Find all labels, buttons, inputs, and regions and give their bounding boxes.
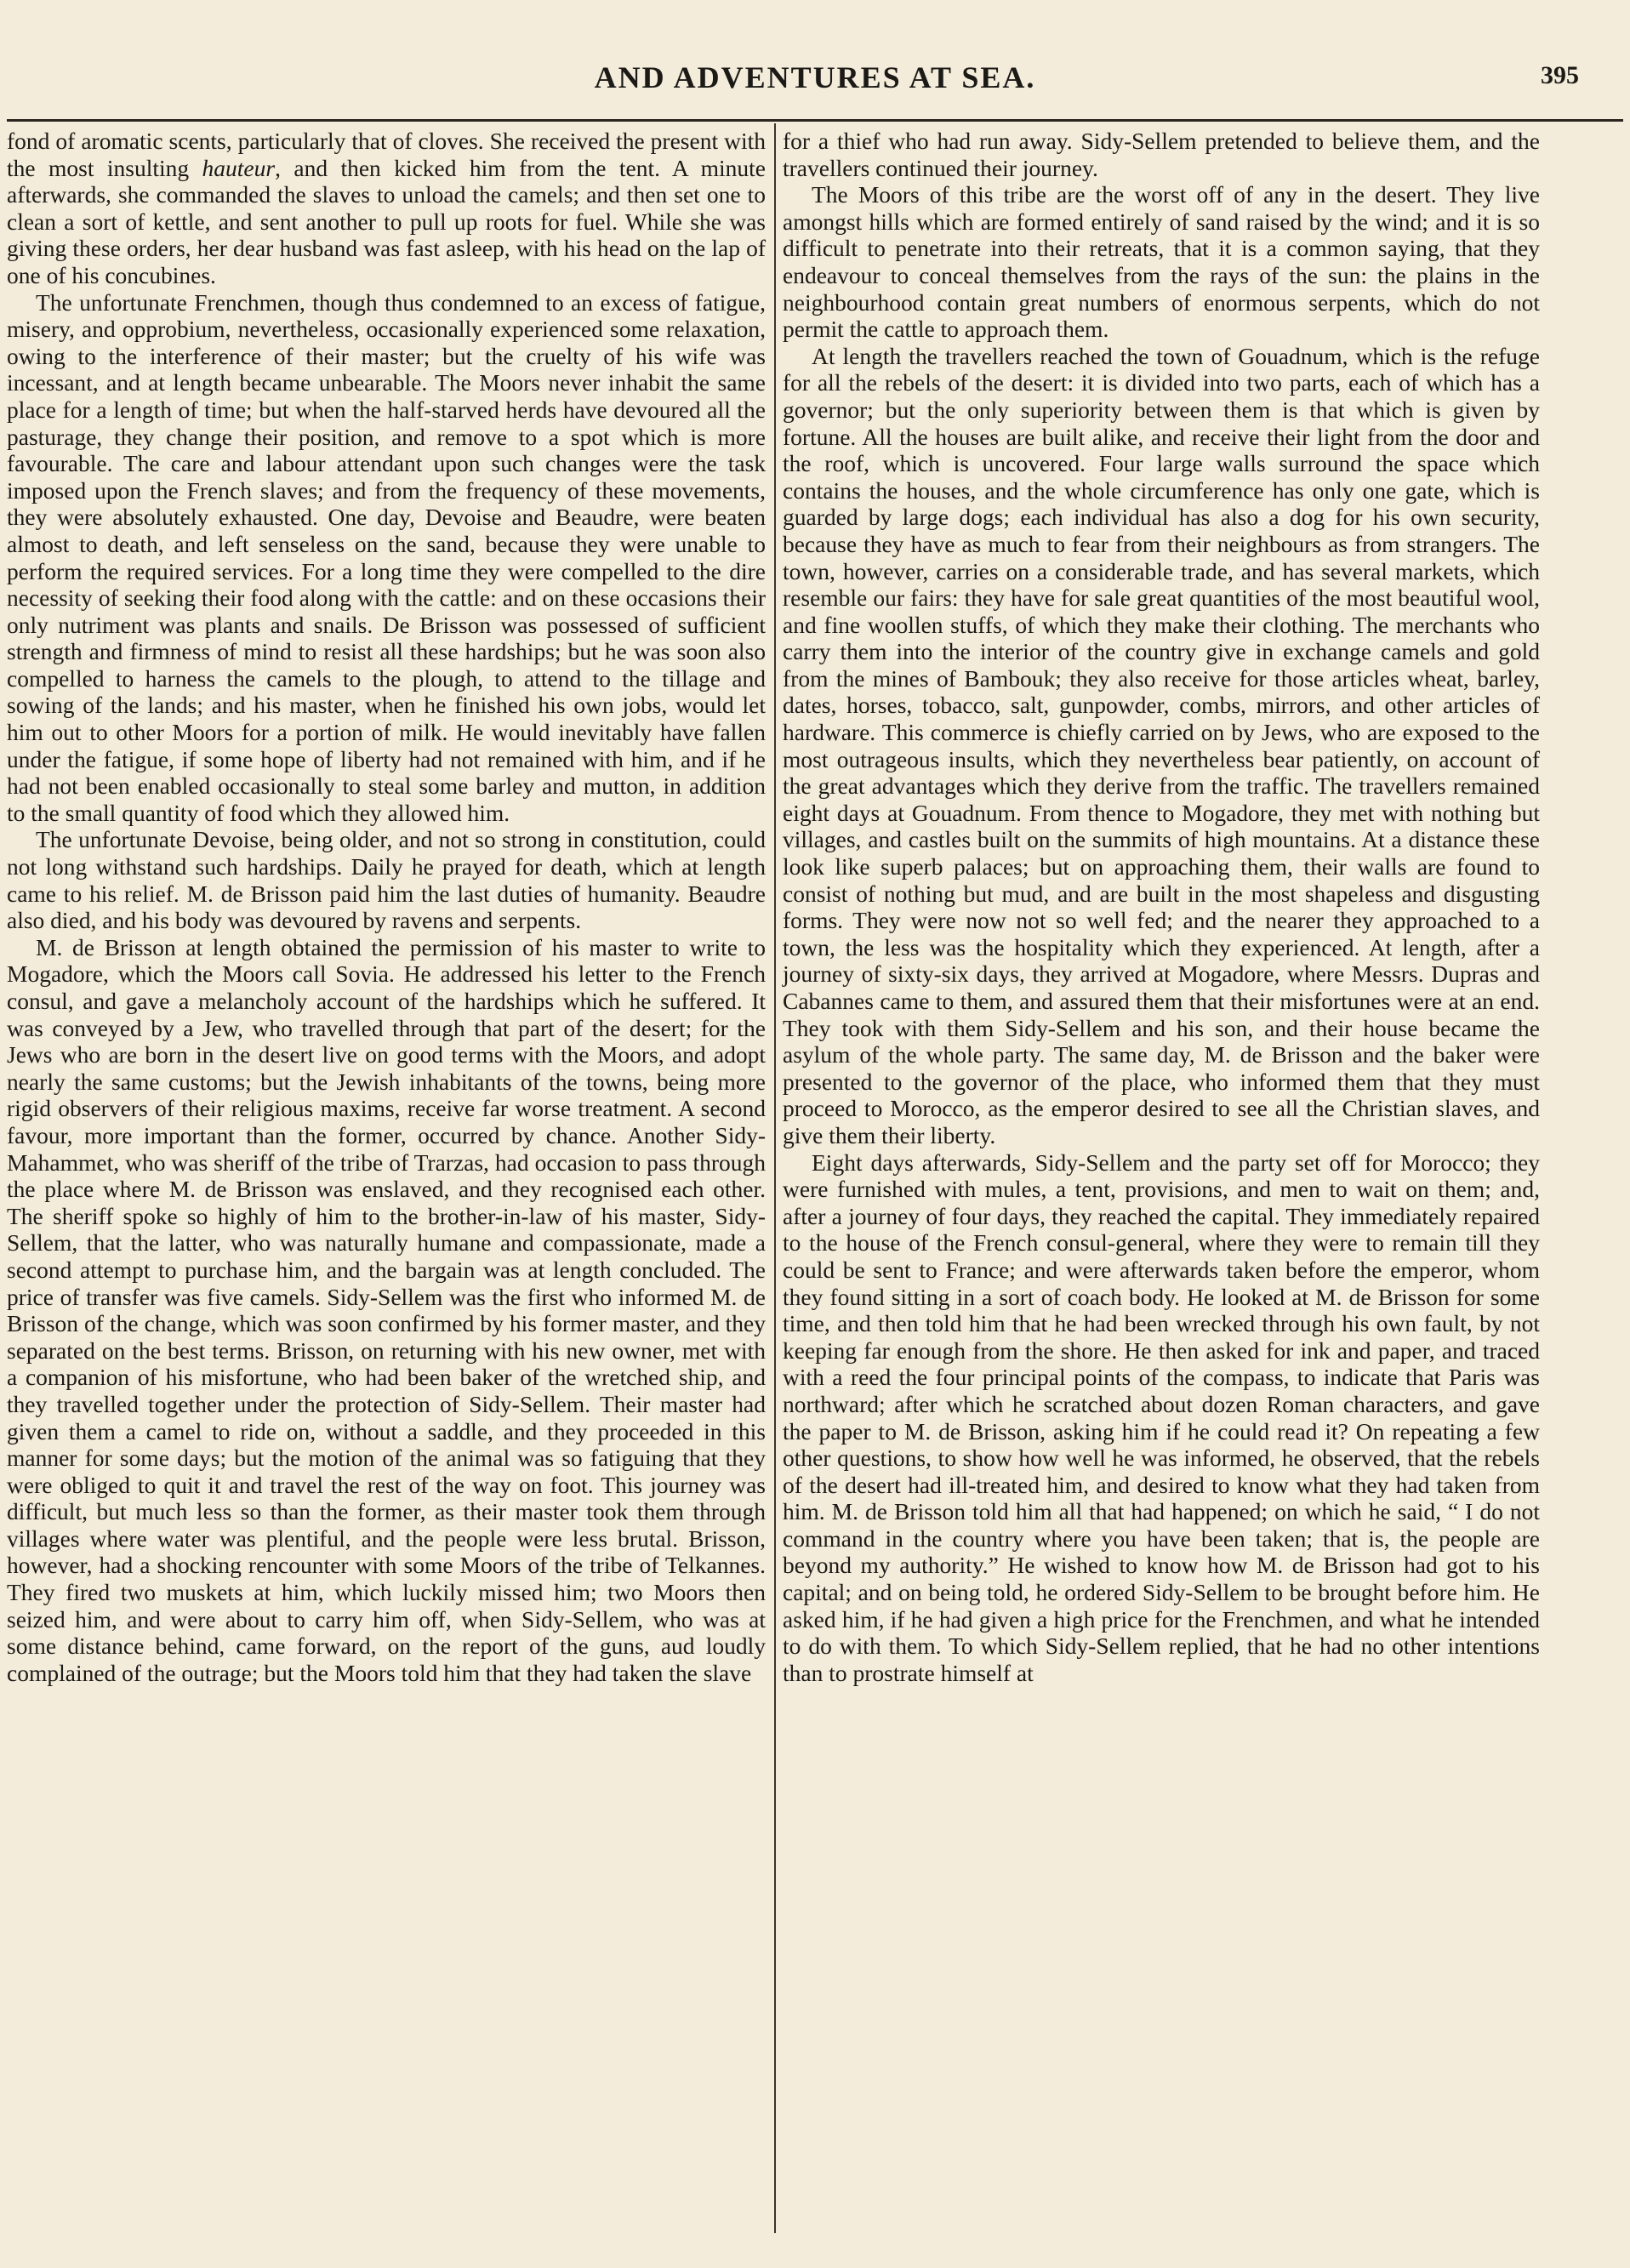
header-rule	[7, 119, 1623, 122]
paragraph: At length the travellers reached the town of Gouadnum, which is the refuge for all the rebels of the desert: it is divided into two parts, each of which has a governor; but the only superiority between them is that which is given by fortune. All the houses are built alike, and receive their light from the door and the roof, which is uncovered. Four large walls surround the space which contains the houses, and the whole circumference has only one gate, which is guarded by large dogs; each individual has also a dog for his own security, because they have as much to fear from their neighbours as from strangers. The town, however, carries on a considerable trade, and has several markets, which resemble our fairs: they have for sale great quantities of the most beautiful wool, and fine woollen stuffs, of which they make their clothing. The merchants who carry them into the interior of the country give in exchange camels and gold from the mines of Bambouk; they also receive for those articles wheat, barley, dates, horses, tobacco, salt, gunpowder, combs, mirrors, and other articles of hardware. This commerce is chiefly carried on by Jews, who are exposed to the most outrageous insults, which they nevertheless bear patiently, on account of the great advantages which they derive from the traffic. The travellers remained eight days at Gouadnum. From thence to Mogadore, they met with nothing but villages, and castles built on the summits of high mountains. At a distance these look like superb palaces; but on approaching them, their walls are found to consist of nothing but mud, and are built in the most shapeless and disgusting forms. They were now not so well fed; and the nearer they approached to a town, the less was the hospitality which they experienced. At length, after a journey of sixty-six days, they arrived at Mogadore, where Messrs. Dupras and Cabannes came to them, and assured them that their misfortunes were at an end. They took with them Sidy-Sellem and his son, and their house became the asylum of the whole party. The same day, M. de Brisson and the baker were presented to the governor of the place, who informed them that they must proceed to Morocco, as the emperor desired to see all the Christian slaves, and give them their liberty.	[783, 342, 1540, 1148]
paragraph: The unfortunate Devoise, being older, and not so strong in constitution, could not long withstand such hardships. Daily he prayed for death, which at length came to his relief. M. de Brisson paid him the last duties of humanity. Beaudre also died, and his body was devoured by ravens and serpents.	[7, 826, 766, 934]
left-column	[7, 128, 766, 1686]
paragraph: fond of aromatic scents, particularly that of cloves. She received the present with the most insulting hauteur, and then kicked him from the tent. A minute afterwards, she commanded the slaves to unload the camels; and then set one to clean a sort of kettle, and sent another to pull up roots for fuel. While she was giving these orders, her dear husband was fast asleep, with his head on the lap of one of his concubines.	[7, 128, 766, 288]
page-header	[0, 53, 1630, 112]
paragraph: The Moors of this tribe are the worst off of any in the desert. They live amongst hills which are formed entirely of sand raised by the wind; and it is so difficult to penetrate into their retreats, that it is a common saying, that they endeavour to conceal themselves from the rays of the sun: the plains in the neighbourhood contain great numbers of enormous serpents, which do not permit the cattle to approach them.	[783, 181, 1540, 343]
running-title: AND ADVENTURES AT SEA.	[594, 60, 1036, 94]
page-number: 395	[1541, 61, 1579, 89]
paragraph: Eight days afterwards, Sidy-Sellem and the party set off for Morocco; they were furnished with mules, a tent, provisions, and men to wait on them; and, after a journey of four days, they reached the capital. They immediately repaired to the house of the French consul-general, where they were to remain till they could be sent to France; and were afterwards taken before the emperor, whom they found sitting in a sort of coach body. He looked at M. de Brisson for some time, and then told him that he had been wrecked through his own fault, by not keeping far enough from the shore. He then asked for ink and paper, and traced with a reed the four principal points of the compass, to indicate that Paris was northward; after which he scratched about dozen Roman characters, and gave the paper to M. de Brisson, asking him if he could read it? On repeating a few other questions, to show how well he was informed, he observed, that the rebels of the desert had ill-treated him, and desired to know what they had taken from him. M. de Brisson told him all that had happened; on which he said, “ I do not command in the country where you have been taken; that is, the people are beyond my authority.” He wished to know how M. de Brisson had got to his capital; and on being told, he ordered Sidy-Sellem to be brought before him. He asked him, if he had given a high price for the Frenchmen, and what he intended to do with them. To which Sidy-Sellem replied, that he had no other intentions than to prostrate himself at	[783, 1148, 1540, 1686]
italic-word: hauteur	[202, 154, 276, 181]
right-column	[783, 128, 1540, 1686]
paragraph: M. de Brisson at length obtained the permission of his master to write to Mogadore, which the Moors call Sovia. He addressed his letter to the French consul, and gave a melancholy account of the hardships which he suffered. It was conveyed by a Jew, who travelled through that part of the desert; for the Jews who are born in the desert live on good terms with the Moors, and adopt nearly the same customs; but the Jewish inhabitants of the towns, being more rigid observers of their religious maxims, receive far worse treatment. A second favour, more important than the former, occurred by chance. Another Sidy-Mahammet, who was sheriff of the tribe of Trarzas, had occasion to pass through the place where M. de Brisson was enslaved, and they recognised each other. The sheriff spoke so highly of him to the brother-in-law of his master, Sidy-Sellem, that the latter, who was naturally humane and compassionate, made a second attempt to purchase him, and the bargain was at length concluded. The price of transfer was five camels. Sidy-Sellem was the first who informed M. de Brisson of the change, which was soon confirmed by his former master, and they separated on the best terms. Brisson, on returning with his new owner, met with a companion of his misfortune, who had been baker of the wretched ship, and they travelled together under the protection of Sidy-Sellem. Their master had given them a camel to ride on, without a saddle, and they proceeded in this manner for some days; but the motion of the animal was so fatiguing that they were obliged to quit it and travel the rest of the way on foot. This journey was difficult, but much less so than the former, as their master took them through villages where water was plentiful, and the people were less brutal. Brisson, however, had a shocking rencounter with some Moors of the tribe of Telkannes. They fired two muskets at him, which luckily missed him; two Moors then seized him, and were about to carry him off, when Sidy-Sellem, who was at some distance behind, came forward, on the report of the guns, aud loudly complained of the outrage; but the Moors told him that they had taken the slave	[7, 933, 766, 1686]
column-divider	[774, 123, 776, 2233]
paragraph: The unfortunate Frenchmen, though thus condemned to an excess of fatigue, misery, and opprobium, nevertheless, occasionally experienced some relaxation, owing to the interference of their master; but the cruelty of his wife was incessant, and at length became unbearable. The Moors never inhabit the same place for a length of time; but when the half-starved herds have devoured all the pasturage, they change their position, and remove to a spot which is more favourable. The care and labour attendant upon such changes were the task imposed upon the French slaves; and from the frequency of these movements, they were absolutely exhausted. One day, Devoise and Beaudre, were beaten almost to death, and left senseless on the sand, because they were unable to perform the required services. For a long time they were compelled to the dire necessity of seeking their food along with the cattle: and on these occasions their only nutriment was plants and snails. De Brisson was possessed of sufficient strength and firmness of mind to resist all these hardships; but he was soon also compelled to harness the camels to the plough, to attend to the tillage and sowing of the lands; and his master, when he finished his own jobs, would let him out to other Moors for a portion of milk. He would inevitably have fallen under the fatigue, if some hope of liberty had not remained with him, and if he had not been enabled occasionally to steal some barley and mutton, in addition to the small quantity of food which they allowed him.	[7, 288, 766, 826]
paragraph: for a thief who had run away. Sidy-Sellem pretended to believe them, and the travellers continued their journey.	[783, 128, 1540, 181]
